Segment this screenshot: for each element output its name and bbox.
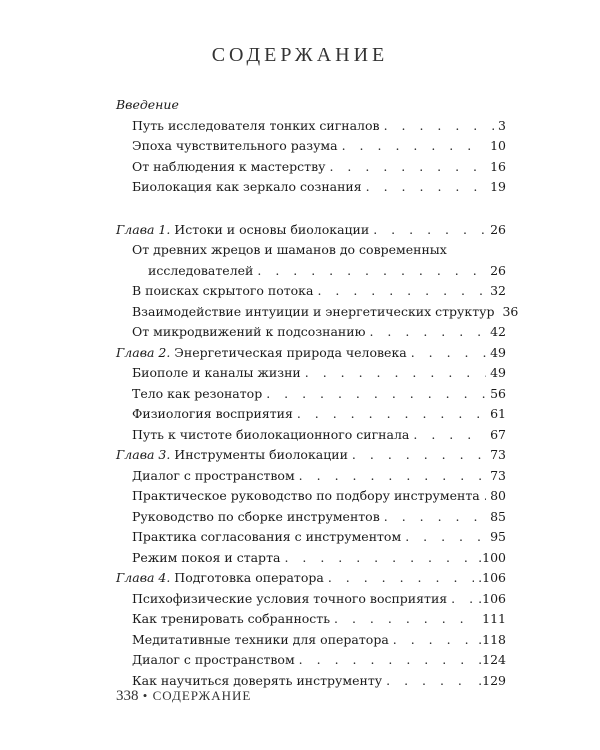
toc-entry-title: Взаимодействие интуиции и энергетических структур <box>132 303 495 319</box>
toc-entry-page: .124 <box>478 652 506 667</box>
toc-subentry <box>116 136 506 157</box>
dot-leader <box>393 630 474 651</box>
toc-entry-page: 49 <box>490 365 506 380</box>
toc-entry-title <box>116 568 324 589</box>
toc-subentry <box>116 527 506 548</box>
toc-subentry <box>116 609 506 630</box>
toc-entry-title <box>116 343 407 364</box>
toc-entry-title: Медитативные техники для оператора <box>132 631 389 647</box>
toc-entry-title: От наблюдения к мастерству <box>132 158 326 174</box>
toc-chapter-entry <box>116 568 506 589</box>
toc-subentry <box>116 486 506 507</box>
toc-entry-page: .129 <box>478 672 506 688</box>
toc-entry-page: 36 <box>502 303 519 319</box>
page-number: 338 <box>116 688 139 704</box>
toc-entry-title: Диалог с пространством <box>132 467 295 483</box>
dot-leader <box>384 507 486 528</box>
toc-subentry <box>116 157 506 178</box>
toc-subentry <box>116 116 506 137</box>
toc-entry-title: Как научиться доверять инструменту <box>132 672 383 688</box>
dot-leader <box>299 650 474 671</box>
toc-entry-title: Практическое руководство по подбору инструмента <box>132 488 480 503</box>
toc-subentry-multiline <box>116 240 506 281</box>
dot-leader <box>305 363 486 384</box>
toc-entry-title: Эпоха чувствительного разума <box>132 138 338 153</box>
toc-entry-title: Диалог с пространством <box>132 652 295 667</box>
dot-leader <box>369 322 486 343</box>
dot-leader <box>386 671 474 692</box>
toc-subentry <box>116 281 506 302</box>
toc-subentry <box>116 507 506 528</box>
toc-entry-page: .118 <box>478 631 506 647</box>
toc-entry-title: Руководство по сборке инструментов <box>132 508 380 524</box>
chapter-label: Глава 4. <box>116 570 171 585</box>
footer-separator: • <box>142 688 149 703</box>
toc-subentry <box>116 384 506 405</box>
toc-entry-title: От микродвижений к подсознанию <box>132 324 366 339</box>
toc-entry-page: 3 <box>498 117 506 133</box>
toc-entry-page: 73 <box>490 467 506 483</box>
toc-entry-page: 67 <box>490 426 506 442</box>
chapter-title: Подготовка оператора <box>170 570 324 585</box>
dot-leader <box>366 177 486 198</box>
toc-entry-title: От древних жрецов и шаманов до современных <box>132 242 447 257</box>
table-of-contents <box>116 95 519 691</box>
toc-entry-page: .100 <box>478 549 506 565</box>
toc-chapter-entry <box>116 343 506 364</box>
dot-leader <box>405 527 486 548</box>
toc-subentry <box>116 589 506 610</box>
chapter-label: Глава 1. <box>116 221 171 237</box>
dot-leader <box>257 261 486 282</box>
toc-subentry <box>116 548 506 569</box>
chapter-title: Истоки и основы биолокации <box>170 221 370 237</box>
toc-entry-page: 32 <box>490 283 506 298</box>
toc-entry-page: 26 <box>490 262 506 278</box>
dot-leader <box>328 568 474 589</box>
toc-entry-page: 19 <box>490 179 506 194</box>
page-footer <box>116 688 251 705</box>
toc-subentry <box>116 650 506 671</box>
dot-leader <box>342 136 486 157</box>
toc-subentry <box>116 466 506 487</box>
toc-entry-title: Психофизические условия точного восприятия <box>132 590 448 606</box>
dot-leader <box>451 589 474 610</box>
toc-entry-page: 49 <box>490 344 506 360</box>
dot-leader <box>329 157 486 178</box>
dot-leader <box>317 281 486 302</box>
dot-leader <box>297 404 486 425</box>
toc-subentry <box>116 630 506 651</box>
toc-entry-title: Путь к чистоте биолокационного сигнала <box>132 426 410 442</box>
toc-subentry <box>116 404 506 425</box>
toc-subentry <box>116 177 506 198</box>
toc-subentry <box>116 261 506 282</box>
toc-entry-page: .106 <box>478 590 506 606</box>
footer-section: СОДЕРЖАНИЕ <box>152 688 252 703</box>
toc-entry-page: 111 <box>482 611 506 626</box>
toc-entry-page: 10 <box>490 138 506 153</box>
toc-entry-page: 42 <box>490 324 506 339</box>
toc-entry-title: В поисках скрытого потока <box>132 283 314 298</box>
toc-entry-title <box>116 220 369 241</box>
toc-chapter-entry <box>116 445 506 466</box>
toc-entry-page: 85 <box>490 508 506 524</box>
dot-leader <box>299 466 486 487</box>
toc-subentry <box>116 302 519 323</box>
toc-entry-title: Тело как резонатор <box>132 385 263 401</box>
toc-entry-title: Путь исследователя тонких сигналов <box>132 117 380 133</box>
dot-leader <box>373 220 486 241</box>
dot-leader <box>352 445 486 466</box>
chapter-label: Глава 2. <box>116 344 171 360</box>
toc-subentry <box>116 322 506 343</box>
toc-subentry <box>116 363 506 384</box>
toc-entry-page: 61 <box>490 406 506 421</box>
toc-entry-page: 80 <box>490 488 506 503</box>
toc-entry-title: Режим покоя и старта <box>132 549 281 565</box>
dot-leader <box>413 425 486 446</box>
chapter-title: Инструменты биолокации <box>170 447 348 462</box>
toc-entry-page: 16 <box>490 158 506 174</box>
chapter-title: Энергетическая природа человека <box>170 344 407 360</box>
toc-entry-title: Биолокация как зеркало сознания <box>132 179 362 194</box>
toc-entry-title: Практика согласования с инструментом <box>132 529 402 544</box>
toc-chapter-entry <box>116 220 506 241</box>
toc-subentry <box>116 425 506 446</box>
toc-entry-title: Физиология восприятия <box>132 406 293 421</box>
chapter-label: Глава 3. <box>116 447 171 462</box>
toc-entry-title: Как тренировать собранность <box>132 611 331 626</box>
dot-leader <box>284 548 474 569</box>
dot-leader <box>334 609 478 630</box>
toc-entry-page: .106 <box>478 570 506 585</box>
toc-entry-title: исследователей <box>148 262 254 278</box>
intro-heading: Введение <box>116 97 179 112</box>
dot-leader <box>411 343 486 364</box>
toc-entry-page: 95 <box>490 529 506 544</box>
toc-entry-title: Биополе и каналы жизни <box>132 365 301 380</box>
dot-leader <box>266 384 486 405</box>
page-title: СОДЕРЖАНИЕ <box>211 44 389 66</box>
toc-entry-title <box>116 445 348 466</box>
toc-entry-page: 56 <box>490 385 506 401</box>
toc-entry-page: 73 <box>490 447 506 462</box>
dot-leader <box>384 116 494 137</box>
toc-entry-page: 26 <box>490 221 506 237</box>
dot-leader <box>484 486 486 507</box>
